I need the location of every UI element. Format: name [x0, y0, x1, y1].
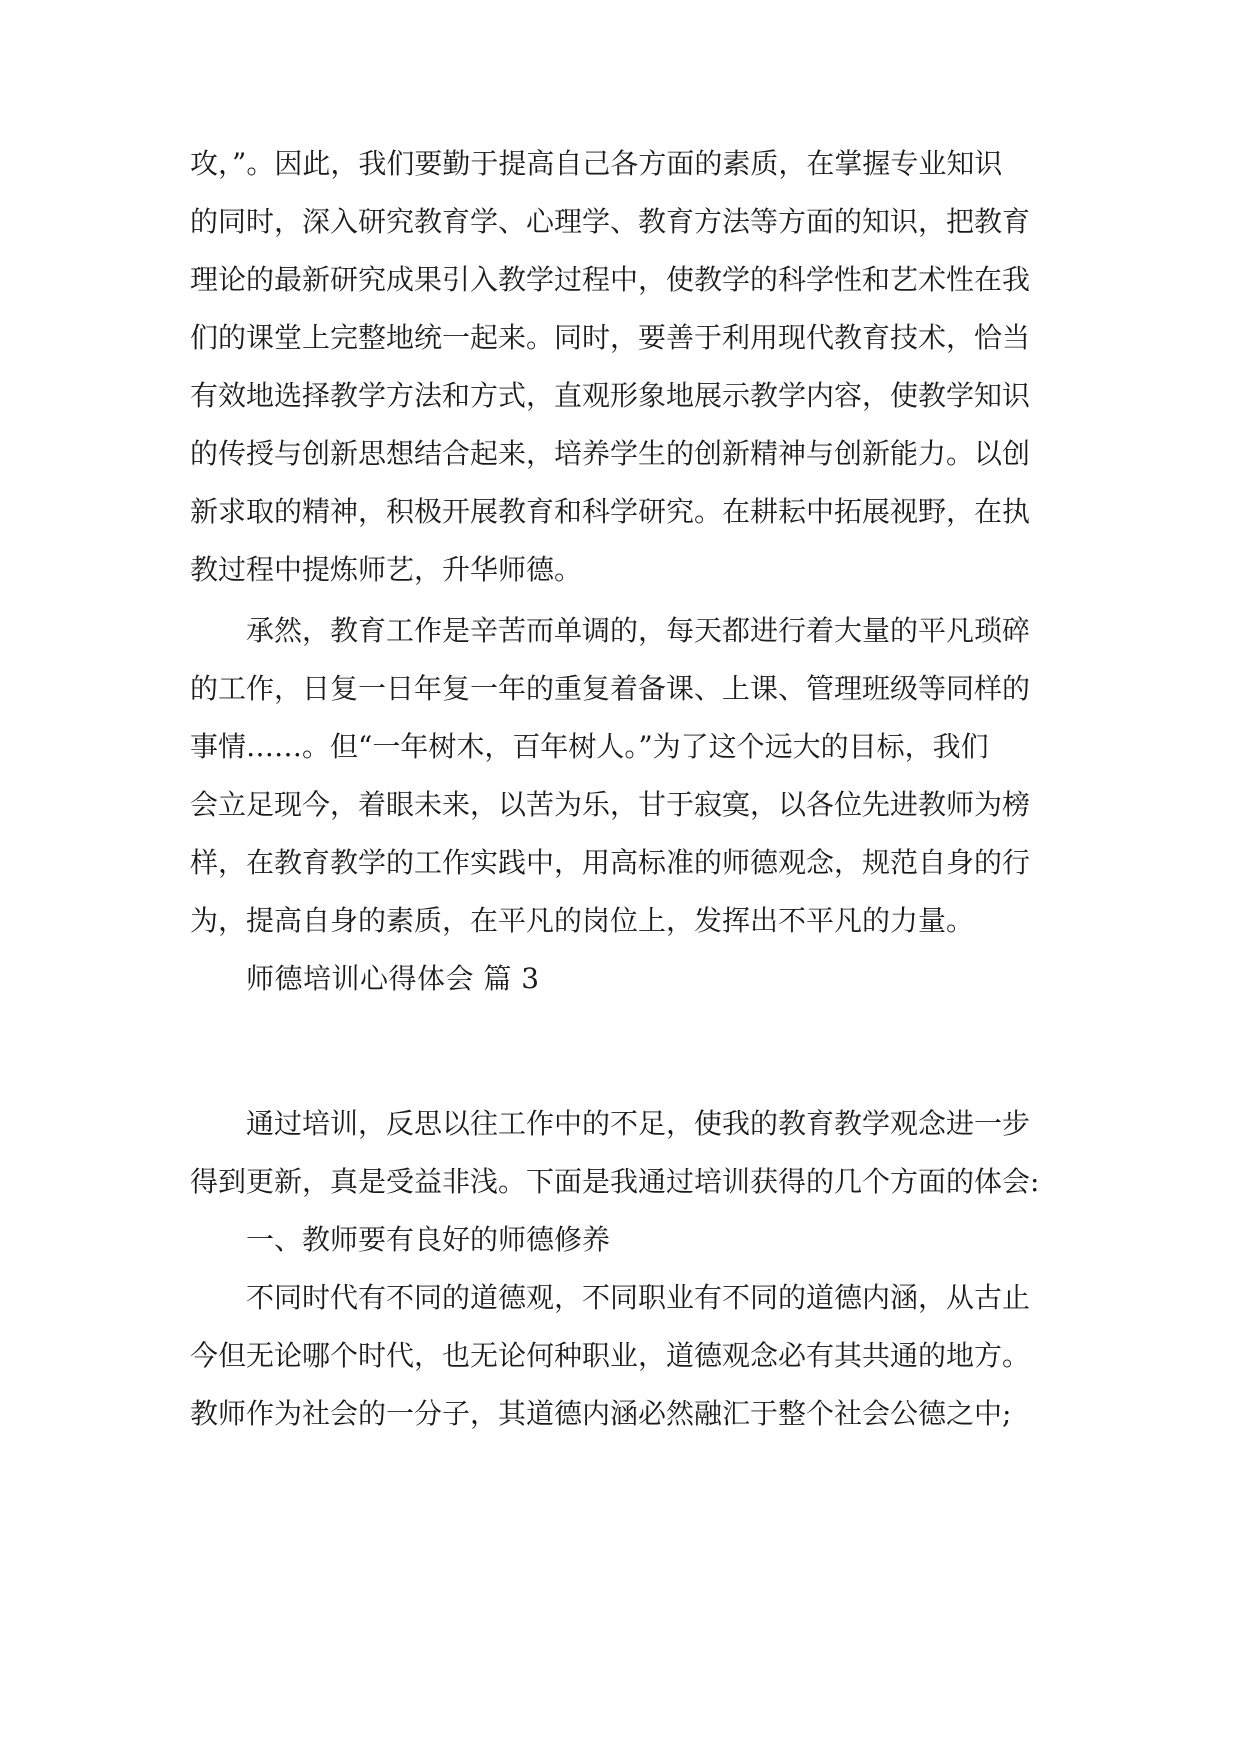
paragraph-3-line-2: 得到更新，真是受益非浅。下面是我通过培训获得的几个方面的体会:: [190, 1165, 1040, 1198]
paragraph-1-line-1: 攻，”。因此，我们要勤于提高自己各方面的素质，在掌握专业知识: [190, 147, 1003, 180]
paragraph-4-line-3: 教师作为社会的一分子，其道德内涵必然融汇于整个社会公德之中;: [190, 1397, 1012, 1430]
paragraph-4-line-1: 不同时代有不同的道德观，不同职业有不同的道德内涵，从古止: [246, 1281, 1031, 1314]
paragraph-2-line-2: 的工作，日复一日年复一年的重复着备课、上课、管理班级等同样的: [190, 672, 1031, 705]
paragraph-2-line-5: 样，在教育教学的工作实践中，用高标准的师德观念，规范自身的行: [190, 846, 1031, 879]
paragraph-2-line-6: 为，提高自身的素质，在平凡的岗位上，发挥出不平凡的力量。: [190, 904, 975, 937]
paragraph-3-line-1: 通过培训，反思以往工作中的不足，使我的教育教学观念进一步: [246, 1107, 1031, 1140]
paragraph-2-line-3: 事情……。但“一年树木，百年树人。”为了这个远大的目标，我们: [190, 730, 989, 763]
paragraph-4-line-2: 今但无论哪个时代，也无论何种职业，道德观念必有其共通的地方。: [190, 1339, 1031, 1372]
paragraph-1-line-7: 新求取的精神，积极开展教育和科学研究。在耕耘中拓展视野，在执: [190, 495, 1031, 528]
subheading-1: 一、教师要有良好的师德修养: [246, 1223, 611, 1256]
paragraph-1-line-6: 的传授与创新思想结合起来，培养学生的创新精神与创新能力。以创: [190, 437, 1031, 470]
paragraph-1-line-3: 理论的最新研究成果引入教学过程中，使教学的科学性和艺术性在我: [190, 263, 1031, 296]
paragraph-2-line-4: 会立足现今，着眼未来，以苦为乐，甘于寂寞，以各位先进教师为榜: [190, 788, 1031, 821]
paragraph-1-line-8: 教过程中提炼师艺，升华师德。: [190, 553, 583, 586]
section-title: 师德培训心得体会 篇 3: [246, 962, 540, 995]
paragraph-2-line-1: 承然，教育工作是辛苦而单调的，每天都进行着大量的平凡琐碎: [246, 614, 1031, 647]
paragraph-1-line-5: 有效地选择教学方法和方式，直观形象地展示教学内容，使教学知识: [190, 379, 1031, 412]
paragraph-1-line-2: 的同时，深入研究教育学、心理学、教育方法等方面的知识，把教育: [190, 205, 1031, 238]
paragraph-1-line-4: 们的课堂上完整地统一起来。同时，要善于利用现代教育技术，恰当: [190, 321, 1031, 354]
